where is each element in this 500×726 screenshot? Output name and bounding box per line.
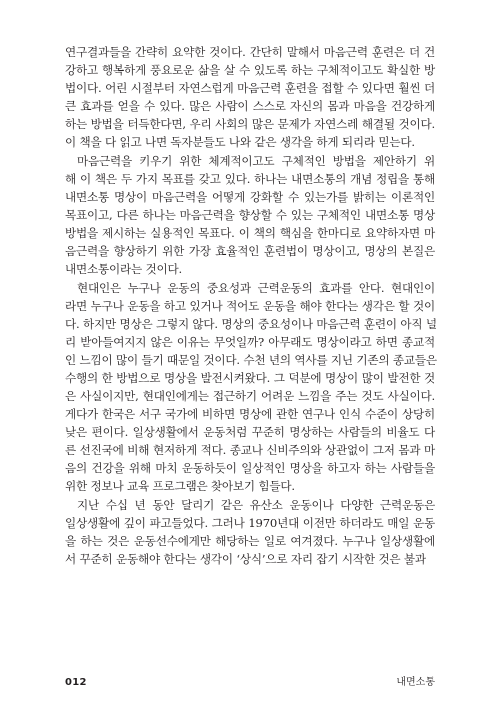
page-number: 012	[65, 677, 87, 688]
text-line: 방법을 제시하는 실용적인 목표다. 이 책의 핵심을 한마디로 요약하자면 마	[65, 226, 435, 240]
text-line: 인 느낌이 많이 들기 때문일 것이다. 수천 년의 역사를 지닌 기존의 종교들은	[65, 353, 437, 367]
text-line: 내면소통이라는 것이다.	[65, 262, 182, 276]
text-line: 음의 건강을 위해 마치 운동하듯이 일상적인 명상을 하고자 하는 사람들을	[65, 461, 435, 475]
text-line: 수행의 한 방법으로 명상을 발전시켜왔다. 그 덕분에 명상이 많이 발전한 것	[65, 371, 435, 385]
text-line: 일상생활에 깊이 파고들었다. 그러나 1970년대 이전만 하더라도 매일 운동	[65, 516, 435, 530]
text-line: 지난 수십 년 동안 달리기 같은 유산소 운동이나 다양한 근력운동은	[77, 498, 435, 512]
text-line: 은 사실이지만, 현대인에게는 접근하기 어려운 느낌을 주는 것도 사실이다.	[65, 389, 435, 403]
text-line: 연구결과들을 간략히 요약한 것이다. 간단히 말해서 마음근력 훈련은 더 건	[65, 45, 435, 59]
text-line: 큰 효과를 얻을 수 있다. 많은 사람이 스스로 자신의 몸과 마음을 건강하게	[65, 99, 435, 113]
text-line: 라면 누구나 운동을 하고 있거나 적어도 운동을 해야 한다는 생각은 할 것이	[65, 299, 435, 313]
text-line: 을 하는 것은 운동선수에게만 해당하는 일로 여겨졌다. 누구나 일상생활에	[65, 534, 435, 548]
text-line: 서 꾸준히 운동해야 한다는 생각이 ‘상식’으로 자리 잡기 시작한 것은 불과	[65, 552, 426, 566]
text-line: 이 책을 다 읽고 나면 독자분들도 나와 같은 생각을 하게 되리라 믿는다.	[65, 135, 415, 149]
text-line: 강하고 행복하게 풍요로운 삶을 살 수 있도록 하는 구체적이고도 확실한 방	[65, 63, 435, 77]
text-line: 른 선진국에 비해 현저하게 적다. 종교나 신비주의와 상관없이 그저 몸과 마	[65, 443, 435, 457]
text-line: 게다가 한국은 서구 국가에 비하면 명상에 관한 연구나 인식 수준이 상당히	[65, 407, 435, 421]
text-line: 법이다. 어린 시절부터 자연스럽게 마음근력 훈련을 접할 수 있다면 훨씬 더	[65, 81, 435, 95]
text-line: 하는 방법을 터득한다면, 우리 사회의 많은 문제가 자연스레 해결될 것이다.	[65, 117, 435, 131]
text-line: 낮은 편이다. 일상생활에서 운동처럼 꾸준히 명상하는 사람들의 비율도 다	[65, 425, 435, 439]
text-line: 내면소통 명상이 마음근력을 어떻게 강화할 수 있는가를 밝히는 이론적인	[65, 190, 435, 204]
text-line: 목표이고, 다른 하나는 마음근력을 향상할 수 있는 구체적인 내면소통 명상	[65, 208, 435, 222]
text-line: 리 받아들여지지 않은 이유는 무엇일까? 아무래도 명상이라고 하면 종교적	[65, 335, 435, 349]
text-line: 현대인은 누구나 운동의 중요성과 근력운동의 효과를 안다. 현대인이	[77, 281, 435, 295]
running-title: 내면소통	[396, 677, 435, 688]
text-line: 해 이 책은 두 가지 목표를 갖고 있다. 하나는 내면소통의 개념 정립을 통해	[65, 172, 435, 186]
text-line: 음근력을 향상하기 위한 가장 효율적인 훈련법이 명상이고, 명상의 본질은	[65, 244, 435, 258]
text-line: 위한 정보나 교육 프로그램은 찾아보기 힘들다.	[65, 479, 295, 493]
text-line: 다. 하지만 명상은 그렇지 않다. 명상의 중요성이나 마음근력 훈련이 아직 널	[65, 317, 437, 331]
text-line: 마음근력을 키우기 위한 체계적이고도 구체적인 방법을 제안하기 위	[77, 154, 435, 168]
